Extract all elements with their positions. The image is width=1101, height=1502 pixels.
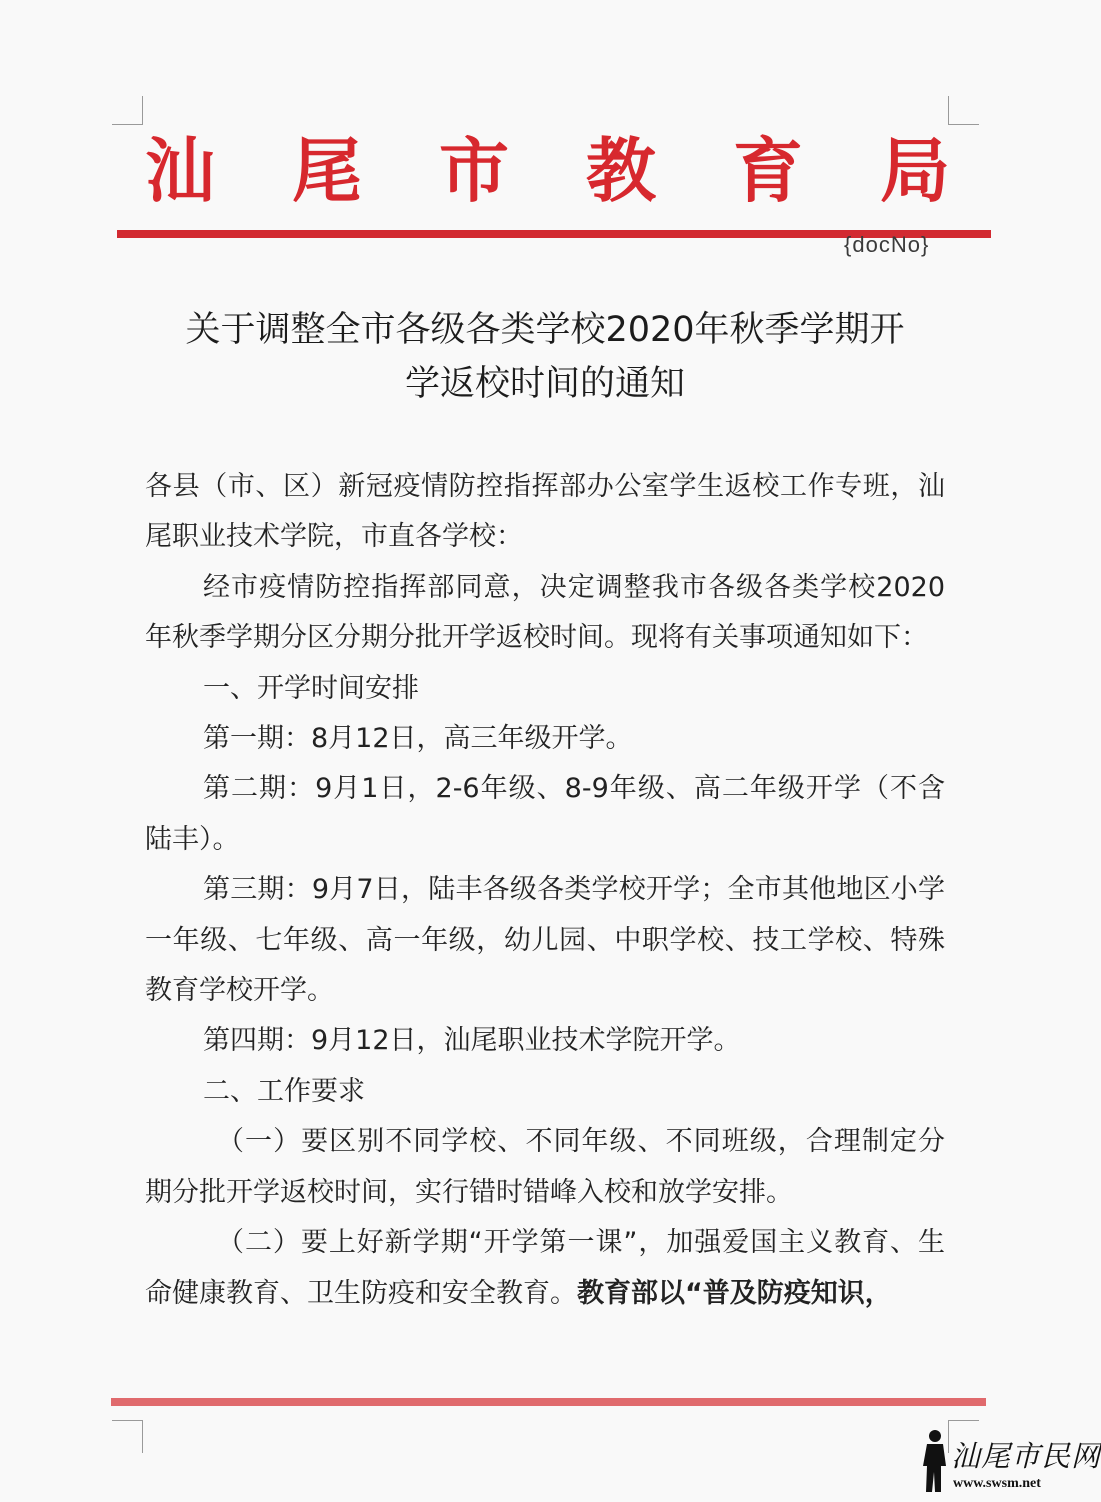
masthead-char: 教 (586, 129, 656, 212)
title-line-1: 关于调整全市各级各类学校2020年秋季学期开 (185, 310, 905, 350)
phase-1: 第一期：8月12日，高三年级开学。 (203, 723, 633, 755)
section-heading-schedule: 一、开学时间安排 (203, 672, 419, 704)
recipients: 各县（市、区）新冠疫情防控指挥部办公室学生返校工作专班，汕尾职业技术学院，市直各学校： (145, 471, 945, 553)
page-corner-mark (948, 96, 979, 125)
masthead-char: 汕 (145, 129, 215, 212)
title-line-2: 学返校时间的通知 (404, 364, 685, 404)
intro-paragraph: 经市疫情防控指挥部同意，决定调整我市各级各类学校2020年秋季学期分区分期分批开学返校时间。现将有关事项通知如下： (145, 571, 945, 654)
requirement-2-text: （二）要上好新学期“开学第一课”，加强爱国主义教育、生命健康教育、卫生防疫和安全教育。 (145, 1227, 945, 1309)
watermark-text: 汕尾市民网 (951, 1439, 1101, 1473)
page-corner-mark (112, 1420, 143, 1453)
document-title (130, 303, 960, 411)
requirement-2-bold-text: 教育部以“普及防疫知识， (577, 1277, 892, 1309)
masthead-char: 育 (733, 129, 803, 212)
phase-2: 第二期：9月1日，2-6年级、8-9年级、高二年级开学（不含陆丰）。 (145, 773, 945, 855)
phase-4: 第四期：9月12日，汕尾职业技术学院开学。 (203, 1025, 741, 1057)
site-watermark (915, 1428, 1101, 1498)
phase-3: 第三期：9月7日，陆丰各级各类学校开学；全市其他地区小学一年级、七年级、高一年级，幼儿园、中职学校、技工学校、特殊教育学校开学。 (145, 874, 945, 1007)
masthead (145, 125, 950, 217)
masthead-char: 局 (880, 129, 950, 212)
document-body (145, 462, 945, 1319)
footer-red-rule (111, 1398, 986, 1406)
masthead-char: 市 (439, 129, 509, 212)
watermark-url: www.swsm.net (953, 1476, 1041, 1491)
document-number: {docNo} (844, 232, 930, 257)
requirement-2 (145, 1218, 945, 1319)
masthead-char: 尾 (292, 129, 362, 212)
requirement-1: （一）要区别不同学校、不同年级、不同班级，合理制定分期分批开学返校时间，实行错时错峰入校和放学安排。 (145, 1126, 945, 1208)
person-silhouette-icon (915, 1428, 951, 1494)
page-corner-mark (112, 96, 143, 125)
section-heading-requirements: 二、工作要求 (203, 1075, 365, 1107)
